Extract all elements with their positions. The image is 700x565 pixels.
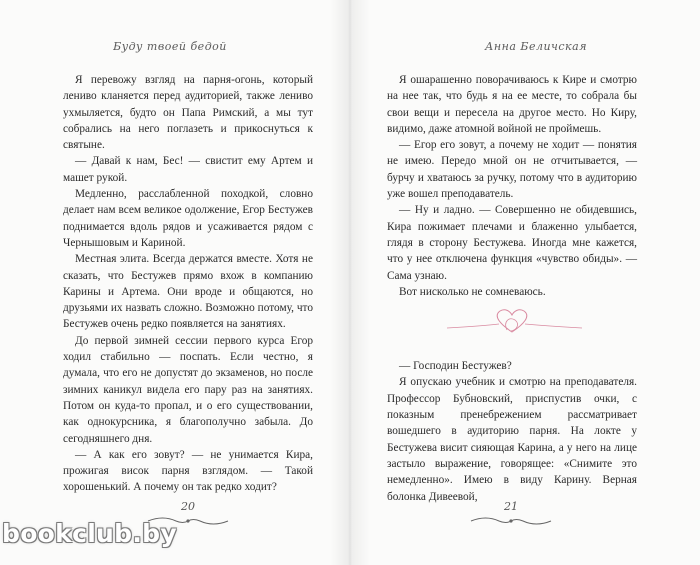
paragraph: Местная элита. Всегда держатся вместе. Хотя не сказать, что Бестужев прямо вхож в компанию Карины и Артема. Они вроде и общаются, но друзьями их назвать сложно. Возможно потому, что Бестужев очень редко появляется на занятиях.	[63, 253, 313, 331]
right-text-block	[387, 72, 637, 505]
right-folio-flourish-icon	[451, 514, 571, 528]
paragraph: Я перевожу взгляд на парня-огонь, который лениво кланяется перед аудиторией, также лениво ухмыляется, будто он Папа Римский, а мы тут собрались на него поглазеть и прикоснуться к святыне.	[63, 74, 313, 152]
heart-ornament-icon	[387, 302, 637, 342]
paragraph: Я опускаю учебник и смотрю на преподавателя. Профессор Бубновский, приспустив очки, с показным пренебрежением рассматривает вошедшего в аудиторию парня. На локте у Бестужева висит сияющая Карина, а у него на лице застыло выражение, говорящее: «Снимите это немедленно». Имею в виду Карину. Верная болонка Дивеевой,	[387, 376, 637, 503]
paragraph: — А как его зовут? — не унимается Кира, прожигая висок парня взглядом. — Такой хорошенький. А почему он так редко ходит?	[63, 448, 313, 494]
right-running-head: Анна Беличская	[485, 40, 587, 53]
paragraph: — Господин Бестужев?	[399, 360, 512, 373]
paragraph: До первой зимней сессии первого курса Егор ходил стабильно — поспать. Если честно, я думала, что его не допустят до экзаменов, но после зимних каникул видела его пару раз на занятиях. Потом он куда-то пропал, и о его существовании, как однокурсника, я благополучно забыла. До сегодняшнего дня.	[63, 334, 313, 445]
left-text-block	[63, 72, 313, 496]
paragraph: — Егор его зовут, а почему не ходит — понятия не имею. Передо мной он не отчитывается, — бурчу и хватаюсь за ручку, потому что в аудиторию уже вошел преподаватель.	[387, 139, 637, 201]
watermark: bookclub.by	[2, 519, 177, 548]
paragraph: Медленно, расслабленной походкой, словно делает нам всем великое одолжение, Егор Бестужев поднимается вдоль рядов и усаживается рядом с Чернышовым и Кариной.	[63, 188, 313, 249]
paragraph: Вот нисколько не сомневаюсь.	[399, 285, 546, 298]
paragraph: Я ошарашенно поворачиваюсь к Кире и смотрю на нее так, что будь я на ее месте, то собрала бы свои вещи и пересела на другое место. Но Киру, видимо, даже атомной войной не проймешь.	[387, 74, 637, 135]
paragraph: — Давай к нам, Бес! — свистит ему Артем и машет рукой.	[63, 155, 313, 184]
paragraph: — Ну и ладно. — Совершенно не обидевшись, Кира пожимает плечами и блаженно улыбается, глядя в сторону Бестужева. Иногда мне кажется, что у нее отключена функция «чувство обиды». — Сама узнаю.	[387, 204, 637, 282]
right-page	[350, 0, 700, 565]
right-page-number: 21	[504, 500, 518, 513]
left-running-head: Буду твоей бедой	[113, 40, 227, 53]
left-page-number: 20	[181, 500, 195, 513]
